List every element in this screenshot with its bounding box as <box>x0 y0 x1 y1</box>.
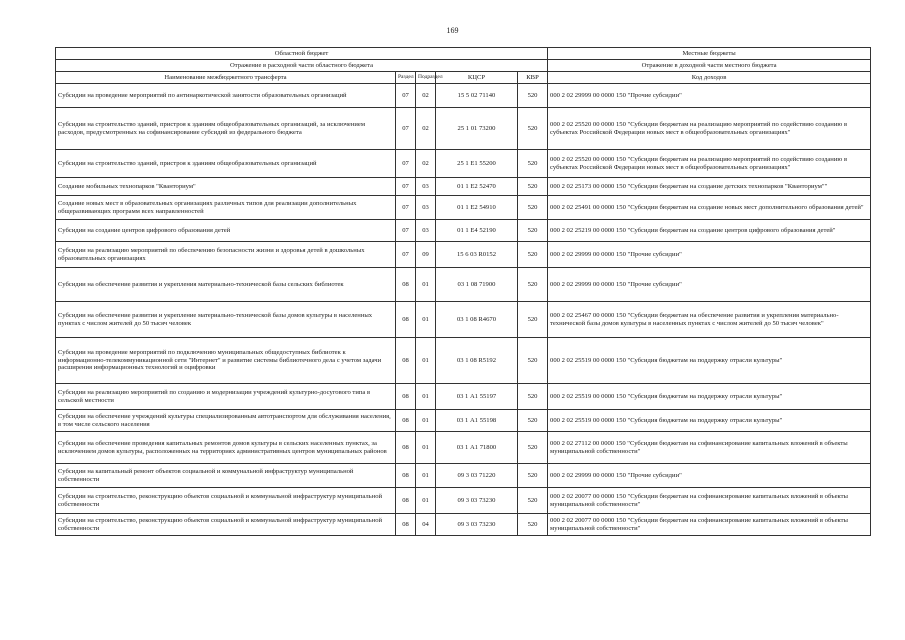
kcsr-cell: 03 1 08 R5192 <box>436 338 518 384</box>
transfer-name-cell: Субсидии на обеспечение развития и укрепление материально-технической базы домов культуры в населенных пунктах с числом жителей до 50 тысяч человек <box>56 302 396 338</box>
subsection-cell: 03 <box>416 220 436 242</box>
section-cell: 07 <box>396 84 416 108</box>
section-cell: 08 <box>396 464 416 488</box>
kcsr-cell: 03 1 А1 55198 <box>436 410 518 432</box>
transfers-table <box>55 47 871 536</box>
kvr-cell: 520 <box>518 488 548 514</box>
subsection-cell: 03 <box>416 178 436 196</box>
transfer-name-cell: Субсидии на обеспечение развития и укрепления материально-технической базы сельских библиотек <box>56 268 396 302</box>
kcsr-header: КЦСР <box>436 72 518 84</box>
page-number: 169 <box>446 26 459 35</box>
kvr-cell: 520 <box>518 410 548 432</box>
transfer-name-cell: Субсидии на строительство зданий, пристроя к зданиям общеобразовательных организаций <box>56 150 396 178</box>
section-cell: 08 <box>396 384 416 410</box>
kcsr-cell: 03 1 08 71900 <box>436 268 518 302</box>
kvr-cell: 520 <box>518 108 548 150</box>
income-code-cell: 000 2 02 25519 00 0000 150 "Субсидия бюджетам на поддержку отрасли культуры" <box>548 410 871 432</box>
regional-budget-header: Областной бюджет <box>56 48 548 60</box>
kvr-cell: 520 <box>518 338 548 384</box>
income-code-cell: 000 2 02 25519 00 0000 150 "Субсидия бюджетам на поддержку отрасли культуры" <box>548 338 871 384</box>
transfer-name-cell: Субсидии на реализацию мероприятий по созданию и модернизации учреждений культурно-досугового типа в сельской местности <box>56 384 396 410</box>
transfer-name-cell: Субсидии на проведение мероприятий по подключению муниципальных общедоступных библиотек к информационно-телекоммуникационной сети "Интернет" и развитие системы библиотечного дела с учетом задачи расширения информационных технологий и оцифровки <box>56 338 396 384</box>
kcsr-cell: 25 1 Е1 55200 <box>436 150 518 178</box>
kcsr-cell: 09 3 03 73230 <box>436 514 518 536</box>
section-cell: 07 <box>396 150 416 178</box>
table-row <box>56 384 871 410</box>
subsection-header: Подраздел <box>416 72 436 84</box>
kvr-cell: 520 <box>518 432 548 464</box>
section-cell: 07 <box>396 108 416 150</box>
section-cell: 08 <box>396 302 416 338</box>
subsection-cell: 03 <box>416 196 436 220</box>
table-row <box>56 220 871 242</box>
kvr-cell: 520 <box>518 178 548 196</box>
income-code-cell: 000 2 02 29999 00 0000 150 "Прочие субсидии" <box>548 242 871 268</box>
kcsr-cell: 25 1 01 73200 <box>436 108 518 150</box>
income-code-cell: 000 2 02 29999 00 0000 150 "Прочие субсидии" <box>548 464 871 488</box>
kvr-cell: 520 <box>518 514 548 536</box>
income-code-cell: 000 2 02 25173 00 0000 150 "Субсидии бюджетам на создание детских технопарков "Кванториум"" <box>548 178 871 196</box>
income-code-cell: 000 2 02 29999 00 0000 150 "Прочие субсидии" <box>548 268 871 302</box>
transfer-name-cell: Субсидии на обеспечение проведения капитальных ремонтов домов культуры в сельских населенных пунктах, за исключением домов культуры, расположенных на территориях административных центров муниципальных районов <box>56 432 396 464</box>
section-cell: 07 <box>396 242 416 268</box>
kvr-header: КВР <box>518 72 548 84</box>
subsection-cell: 01 <box>416 268 436 302</box>
kcsr-cell: 01 1 Е4 52190 <box>436 220 518 242</box>
subsection-cell: 01 <box>416 384 436 410</box>
kcsr-cell: 15 6 03 R0152 <box>436 242 518 268</box>
table-row <box>56 84 871 108</box>
subsection-cell: 01 <box>416 432 436 464</box>
table-row <box>56 196 871 220</box>
table-row <box>56 268 871 302</box>
kcsr-cell: 09 3 03 71220 <box>436 464 518 488</box>
section-cell: 08 <box>396 338 416 384</box>
transfer-name-cell: Субсидии на строительство зданий, пристроя к зданиям общеобразовательных организаций, за исключением расходов, предусмотренных на софинансирование субсидий из федерального бюджета <box>56 108 396 150</box>
subsection-cell: 09 <box>416 242 436 268</box>
section-cell: 07 <box>396 220 416 242</box>
local-budgets-header: Местные бюджеты <box>548 48 871 60</box>
income-code-cell: 000 2 02 20077 00 0000 150 "Субсидии бюджетам на софинансирование капитальных вложений в объекты муниципальной собственности" <box>548 514 871 536</box>
income-code-cell: 000 2 02 25491 00 0000 150 "Субсидии бюджетам на создание новых мест дополнительного образования детей" <box>548 196 871 220</box>
subsection-cell: 02 <box>416 108 436 150</box>
table-row <box>56 410 871 432</box>
income-code-cell: 000 2 02 25519 00 0000 150 "Субсидия бюджетам на поддержку отрасли культуры" <box>548 384 871 410</box>
kvr-cell: 520 <box>518 84 548 108</box>
transfer-name-cell: Субсидии на создание центров цифрового образования детей <box>56 220 396 242</box>
income-code-cell: 000 2 02 25520 00 0000 150 "Субсидии бюджетам на реализацию мероприятий по содействию созданию в субъектах Российской Федерации новых мест в общеобразовательных организациях" <box>548 108 871 150</box>
section-cell: 08 <box>396 514 416 536</box>
table-row <box>56 514 871 536</box>
table-row <box>56 150 871 178</box>
income-reflection-header: Отражение в доходной части местного бюджета <box>548 60 871 72</box>
section-cell: 07 <box>396 178 416 196</box>
transfer-name-cell: Субсидии на проведение мероприятий по антинаркотической занятости образовательных организаций <box>56 84 396 108</box>
kcsr-cell: 03 1 А1 71800 <box>436 432 518 464</box>
subsection-cell: 02 <box>416 84 436 108</box>
kcsr-cell: 01 1 Е2 54910 <box>436 196 518 220</box>
table-row <box>56 108 871 150</box>
table-row <box>56 488 871 514</box>
subsection-cell: 01 <box>416 488 436 514</box>
subsection-cell: 01 <box>416 302 436 338</box>
section-cell: 08 <box>396 410 416 432</box>
transfer-name-cell: Создание мобильных технопарков "Кванториум" <box>56 178 396 196</box>
subsection-cell: 01 <box>416 338 436 384</box>
kvr-cell: 520 <box>518 464 548 488</box>
transfer-name-cell: Субсидии на строительство, реконструкцию объектов социальной и коммунальной инфраструктур муниципальной собственности <box>56 488 396 514</box>
subsection-cell: 04 <box>416 514 436 536</box>
section-cell: 07 <box>396 196 416 220</box>
table-row <box>56 338 871 384</box>
table-row <box>56 432 871 464</box>
transfer-name-cell: Субсидии на капитальный ремонт объектов социальной и коммунальной инфраструктур муниципальной собственности <box>56 464 396 488</box>
kcsr-cell: 15 5 02 71140 <box>436 84 518 108</box>
income-code-cell: 000 2 02 29999 00 0000 150 "Прочие субсидии" <box>548 84 871 108</box>
kcsr-cell: 01 1 Е2 52470 <box>436 178 518 196</box>
income-code-cell: 000 2 02 25520 00 0000 150 "Субсидии бюджетам на реализацию мероприятий по содействию созданию в субъектах Российской Федерации новых мест в общеобразовательных организациях" <box>548 150 871 178</box>
transfer-name-cell: Субсидии на обеспечение учреждений культуры специализированным автотранспортом для обслуживания населения, в том числе сельского населения <box>56 410 396 432</box>
income-code-cell: 000 2 02 27112 00 0000 150 "Субсидии бюджетам на софинансирование капитальных вложений в объекты муниципальной собственности" <box>548 432 871 464</box>
income-code-header: Код доходов <box>548 72 871 84</box>
transfer-name-header: Наименование межбюджетного трансферта <box>56 72 396 84</box>
transfer-name-cell: Создание новых мест в образовательных организациях различных типов для реализации дополнительных общеразвивающих программ всех направленностей <box>56 196 396 220</box>
kvr-cell: 520 <box>518 242 548 268</box>
income-code-cell: 000 2 02 20077 00 0000 150 "Субсидии бюджетам на софинансирование капитальных вложений в объекты муниципальной собственности" <box>548 488 871 514</box>
table-row <box>56 464 871 488</box>
kcsr-cell: 09 3 03 73230 <box>436 488 518 514</box>
income-code-cell: 000 2 02 25467 00 0000 150 "Субсидии бюджетам на обеспечение развития и укрепления материально-технической базы домов культуры в населенных пунктах с числом жителей до 50 тысяч человек" <box>548 302 871 338</box>
kvr-cell: 520 <box>518 302 548 338</box>
income-code-cell: 000 2 02 25219 00 0000 150 "Субсидии бюджетам на создание центров цифрового образования детей" <box>548 220 871 242</box>
section-cell: 08 <box>396 432 416 464</box>
table-row <box>56 302 871 338</box>
subsection-cell: 02 <box>416 150 436 178</box>
expense-reflection-header: Отражение в расходной части областного бюджета <box>56 60 548 72</box>
kcsr-cell: 03 1 А1 55197 <box>436 384 518 410</box>
kvr-cell: 520 <box>518 220 548 242</box>
transfer-name-cell: Субсидии на реализацию мероприятий по обеспечению безопасности жизни и здоровья детей в дошкольных образовательных организациях <box>56 242 396 268</box>
section-cell: 08 <box>396 268 416 302</box>
subsection-cell: 01 <box>416 410 436 432</box>
section-cell: 08 <box>396 488 416 514</box>
kvr-cell: 520 <box>518 384 548 410</box>
section-header: Раздел <box>396 72 416 84</box>
table-row <box>56 242 871 268</box>
kvr-cell: 520 <box>518 150 548 178</box>
table-row <box>56 178 871 196</box>
kcsr-cell: 03 1 08 R4670 <box>436 302 518 338</box>
kvr-cell: 520 <box>518 196 548 220</box>
subsection-cell: 01 <box>416 464 436 488</box>
kvr-cell: 520 <box>518 268 548 302</box>
transfer-name-cell: Субсидии на строительство, реконструкцию объектов социальной и коммунальной инфраструктур муниципальной собственности <box>56 514 396 536</box>
